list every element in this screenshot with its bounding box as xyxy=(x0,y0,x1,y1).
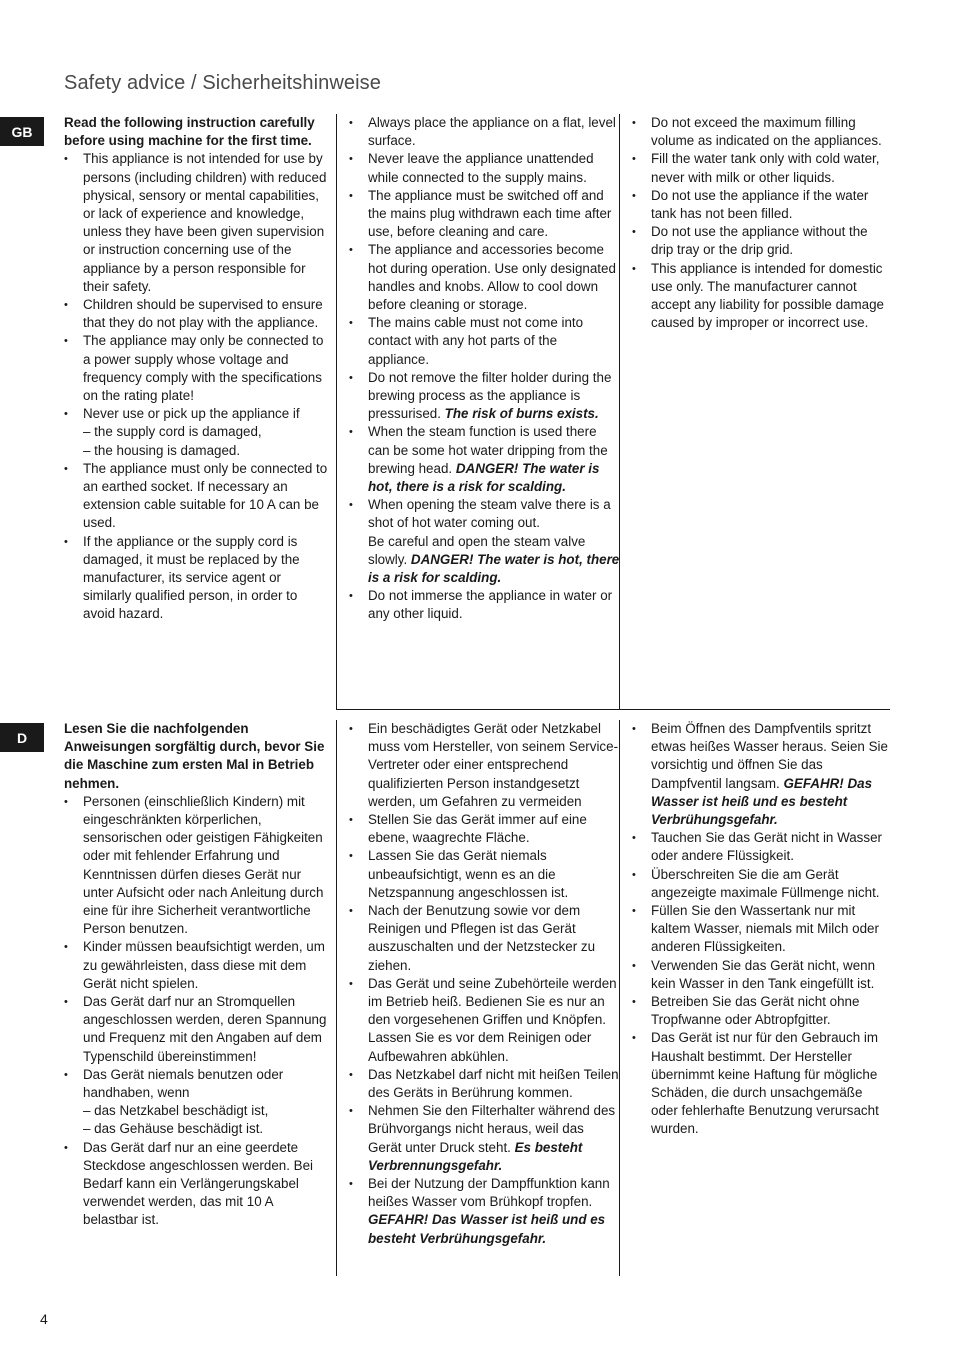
warning-text: Es besteht Verbrennungsgefahr. xyxy=(368,1139,583,1173)
list-item: • Stellen Sie das Gerät immer auf eine ebene, waagrechte Fläche. xyxy=(349,811,620,847)
list-item: • Kinder müssen beaufsichtigt werden, um zu gewährleisten, dass diese mit dem Gerät nicht spielen. xyxy=(64,938,328,993)
gb-list-1 xyxy=(64,150,328,623)
page-number: 4 xyxy=(40,1311,48,1327)
list-item: • Personen (einschließlich Kindern) mit eingeschränkten körperlichen, sensorischen oder geistigen Fähigkeiten oder mit fehlender Erfahrung und Kenntnissen dürfen dieses Gerät nur unter Aufsicht oder nach Anleitung durch eine für ihre Sicherheit verantwortliche Person benutzen. xyxy=(64,793,328,939)
list-item xyxy=(349,1175,620,1248)
list-item: • Betreiben Sie das Gerät nicht ohne Tropfwanne oder Abtropfgitter. xyxy=(632,993,890,1029)
list-sub-item: – the housing is damaged. xyxy=(83,442,241,458)
list-item-text: Beim Öffnen des Dampfventils spritzt etwas heißes Wasser heraus. Seien Sie vorsichtig und öffnen Sie das Dampfventil langsam. xyxy=(651,721,888,791)
list-item xyxy=(349,496,620,587)
list-item-text: Do not remove the filter holder during the brewing process as the appliance is pressurised. xyxy=(368,369,612,422)
section-gb xyxy=(64,114,890,710)
list-item-text: • When opening the steam valve there is a shot of hot water coming out. xyxy=(368,497,611,531)
list-item: • The appliance and accessories become hot during operation. Use only designated handles and knobs. Allow to cool down before cleaning or storage. xyxy=(349,241,620,314)
gb-column-2 xyxy=(336,114,620,710)
gb-list-3 xyxy=(632,114,890,332)
warning-text: The risk of burns exists. xyxy=(444,406,599,422)
gb-list-2 xyxy=(349,114,620,624)
list-sub-item: – das Netzkabel beschädigt ist, xyxy=(83,1103,269,1119)
de-column-3 xyxy=(619,720,890,1276)
list-item xyxy=(64,1066,328,1139)
de-intro: Lesen Sie die nachfolgenden Anweisungen sorgfältig durch, bevor Sie die Maschine zum ersten Mal in Betrieb nehmen. xyxy=(64,721,325,791)
de-column-2 xyxy=(336,720,620,1276)
section-de xyxy=(64,720,890,1276)
list-item: • If the appliance or the supply cord is damaged, it must be replaced by the manufacturer, its service agent or similarly qualified person, in order to avoid hazard. xyxy=(64,533,328,624)
list-item: • This appliance is intended for domestic use only. The manufacturer cannot accept any liability for possible damage caused by improper or incorrect use. xyxy=(632,260,890,333)
list-item: • Do not exceed the maximum filling volume as indicated on the appliances. xyxy=(632,114,890,150)
list-item: • Das Gerät darf nur an Stromquellen angeschlossen werden, deren Spannung und Frequenz mit den Angaben auf dem Typenschild übereinstimmen! xyxy=(64,993,328,1066)
list-item-text: • Never use or pick up the appliance if xyxy=(83,406,300,422)
list-item: • The appliance must only be connected to an earthed socket. If necessary an extension cable suitable for 10 A can be used. xyxy=(64,460,328,533)
warning-text: DANGER! The water is hot, there is a risk for scalding. xyxy=(368,460,600,495)
list-item: • The appliance must be switched off and the mains plug withdrawn each time after use, before cleaning and care. xyxy=(349,187,620,242)
list-item xyxy=(64,405,328,460)
list-item: • Überschreiten Sie die am Gerät angezeigte maximale Füllmenge nicht. xyxy=(632,866,890,902)
list-item: • Das Gerät darf nur an eine geerdete Steckdose angeschlossen werden. Bei Bedarf kann ein Verlängerungskabel verwendet werden, das mit 10 A belastbar ist. xyxy=(64,1139,328,1230)
list-item xyxy=(632,720,890,829)
warning-text: GEFAHR! Das Wasser ist heiß und es besteht Verbrühungsgefahr. xyxy=(368,1212,606,1246)
section-divider xyxy=(336,709,890,710)
list-item: • Nach der Benutzung sowie vor dem Reinigen und Pflegen ist das Gerät auszuschalten und der Netzstecker zu ziehen. xyxy=(349,902,620,975)
list-item: • Das Gerät ist nur für den Gebrauch im Haushalt bestimmt. Der Hersteller übernimmt keine Haftung für mögliche Schäden, die durch unsachgemäße oder fehlerhafte Benutzung verursacht wurden. xyxy=(632,1029,890,1138)
language-badge-d: D xyxy=(0,723,44,752)
list-item xyxy=(349,1102,620,1175)
list-item: • Do not use the appliance if the water tank has not been filled. xyxy=(632,187,890,223)
list-item: • The appliance may only be connected to a power supply whose voltage and frequency comply with the specifications on the rating plate! xyxy=(64,332,328,405)
gb-column-3 xyxy=(619,114,890,710)
list-item: • Füllen Sie den Wassertank nur mit kaltem Wasser, niemals mit Milch oder anderen Flüssigkeiten. xyxy=(632,902,890,957)
list-item xyxy=(349,423,620,496)
de-list-3 xyxy=(632,720,890,1139)
list-item-text: Nehmen Sie den Filterhalter während des Brühvorgangs nicht heraus, weil das Gerät unter Druck steht. xyxy=(368,1103,616,1155)
de-list-1 xyxy=(64,793,328,1230)
list-item-text: Bei der Nutzung der Dampffunktion kann heißes Wasser vom Brühkopf tropfen. xyxy=(368,1176,610,1210)
page-title: Safety advice / Sicherheitshinweise xyxy=(64,72,381,94)
list-item: • Do not use the appliance without the drip tray or the drip grid. xyxy=(632,223,890,259)
list-item: • Das Gerät und seine Zubehörteile werden im Betrieb heiß. Bedienen Sie es nur an den vorgesehenen Griffen und Knöpfen. Lassen Sie es vor dem Reinigen oder Aufbewahren abkühlen. xyxy=(349,975,620,1066)
gb-intro: Read the following instruction carefully before using machine for the first time. xyxy=(64,115,315,149)
warning-text: GEFAHR! Das Wasser ist heiß und es besteht Verbrühungsgefahr. xyxy=(651,775,873,828)
list-item: • The mains cable must not come into contact with any hot parts of the appliance. xyxy=(349,314,620,369)
list-item xyxy=(349,369,620,424)
list-item: • Do not immerse the appliance in water or any other liquid. xyxy=(349,587,620,623)
list-item: • This appliance is not intended for use by persons (including children) with reduced physical, sensory or mental capabilities, or lack of experience and knowledge, unless they have been given supervision or instruction concerning use of the appliance by a person responsible for their safety. xyxy=(64,150,328,296)
language-badge-gb: GB xyxy=(0,117,44,146)
list-item: • Lassen Sie das Gerät niemals unbeaufsichtigt, wenn es an die Netzspannung angeschlossen ist. xyxy=(349,847,620,902)
list-sub-item: – the supply cord is damaged, xyxy=(83,424,262,440)
de-column-1 xyxy=(64,720,328,1276)
gb-column-1 xyxy=(64,114,328,710)
list-item-text: • Das Gerät niemals benutzen oder handhaben, wenn xyxy=(83,1066,284,1101)
list-item: • Ein beschädigtes Gerät oder Netzkabel muss vom Hersteller, von seinem Service-Vertreter oder einer entsprechend qualifizierten Person instandgesetzt werden, um Gefahren zu vermeiden xyxy=(349,720,620,811)
list-item: • Never leave the appliance unattended while connected to the supply mains. xyxy=(349,150,620,186)
list-item: • Verwenden Sie das Gerät nicht, wenn kein Wasser in den Tank eingefüllt ist. xyxy=(632,957,890,993)
list-item: • Always place the appliance on a flat, level surface. xyxy=(349,114,620,150)
list-item: • Children should be supervised to ensure that they do not play with the appliance. xyxy=(64,296,328,332)
warning-text: DANGER! The water is hot, there is a risk for scalding. xyxy=(368,551,620,586)
list-item: • Das Netzkabel darf nicht mit heißen Teilen des Geräts in Berührung kommen. xyxy=(349,1066,620,1102)
list-item: • Fill the water tank only with cold water, never with milk or other liquids. xyxy=(632,150,890,186)
list-sub-item: – das Gehäuse beschädigt ist. xyxy=(83,1121,264,1137)
de-list-2 xyxy=(349,720,620,1248)
list-item-text: When the steam function is used there can be some hot water dripping from the brewing head. xyxy=(368,424,608,476)
list-item-text: Be careful and open the steam valve slowly. xyxy=(368,533,586,567)
list-item: • Tauchen Sie das Gerät nicht in Wasser oder andere Flüssigkeit. xyxy=(632,829,890,865)
